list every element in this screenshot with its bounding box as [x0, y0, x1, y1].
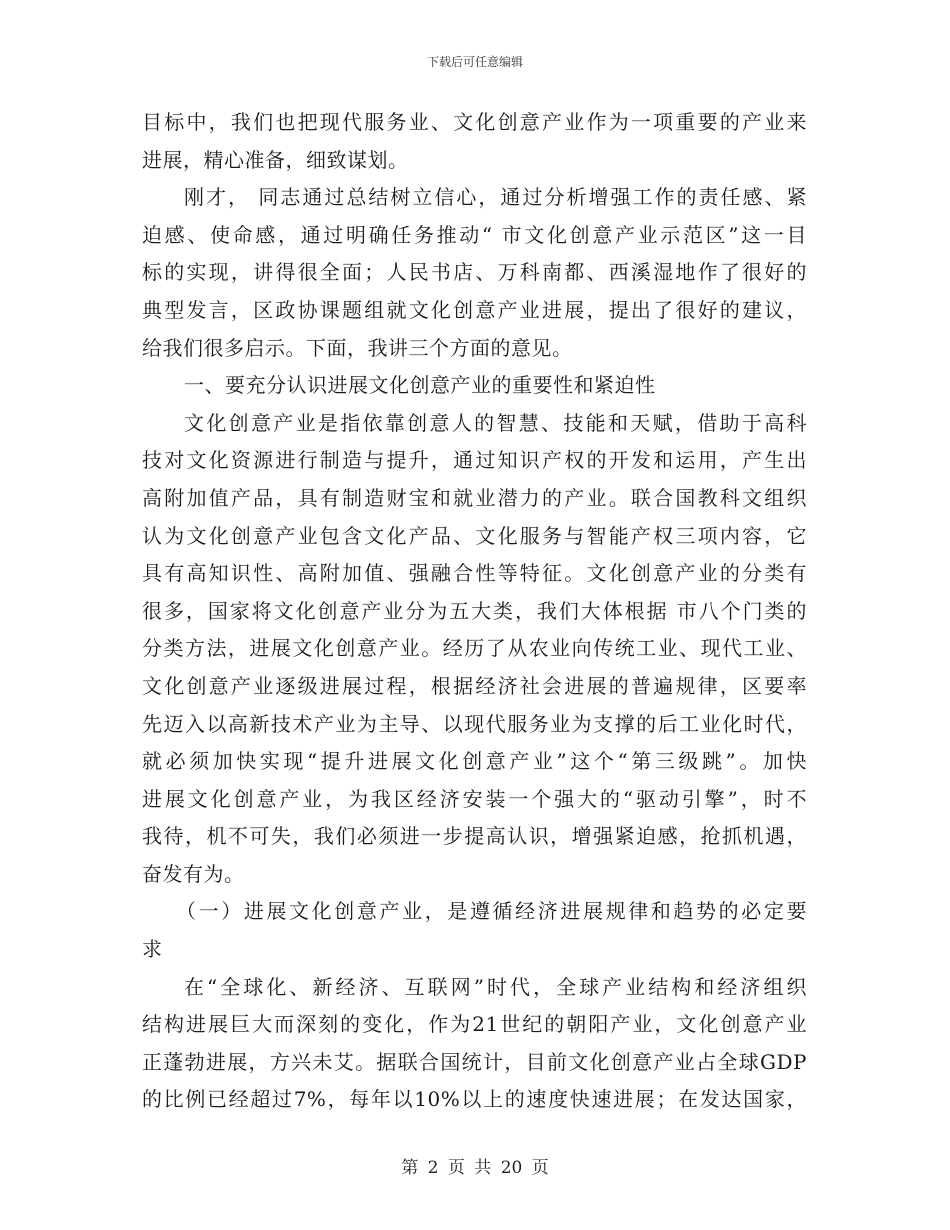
text-line: 给我们很多启示。下面，我讲三个方面的意见。 — [142, 335, 573, 360]
text-line: 具有高知识性、高附加值、强融合性等特征。文化创意产业的分类有 — [142, 561, 807, 586]
page-header: 下载后可任意编辑 — [426, 55, 523, 69]
text-line: 进展，精心准备，细致谋划。 — [142, 147, 409, 172]
page-footer: 第 2 页 共 20 页 — [401, 1158, 549, 1178]
text-line: 一、要充分认识进展文化创意产业的重要性和紧迫性 — [184, 373, 656, 398]
text-line: 我待，机不可失，我们必须进一步提高认识，增强紧迫感，抢抓机遇， — [142, 824, 807, 849]
text-line: 高附加值产品，具有制造财宝和就业潜力的产业。联合国教科文组织 — [142, 485, 807, 510]
text-line: 目标中，我们也把现代服务业、文化创意产业作为一项重要的产业来 — [142, 110, 807, 134]
text-line: 奋发有为。 — [142, 861, 245, 886]
text-line: 就必须加快实现“提升进展文化创意产业”这个“第三级跳”。加快 — [142, 749, 807, 774]
text-line: 文化创意产业逐级进展过程，根据经济社会进展的普遍规律，区要率 — [142, 673, 807, 698]
text-line: 刚才， 同志通过总结树立信心，通过分析增强工作的责任感、紧 — [184, 185, 807, 210]
text-line: 迫感、使命感，通过明确任务推动“ 市文化创意产业示范区”这一目 — [142, 222, 807, 247]
text-line: 文化创意产业是指依靠创意人的智慧、技能和天赋，借助于高科 — [184, 410, 807, 435]
body-text — [142, 104, 807, 1119]
text-line: 技对文化资源进行制造与提升，通过知识产权的开发和运用，产生出 — [142, 448, 807, 473]
text-line: 在“全球化、新经济、互联网”时代，全球产业结构和经济组织 — [184, 974, 807, 999]
text-line: （一）进展文化创意产业，是遵循经济进展规律和趋势的必定要 — [176, 899, 807, 924]
text-line: 先迈入以高新技术产业为主导、以现代服务业为支撑的后工业化时代， — [142, 711, 807, 736]
text-line: 认为文化创意产业包含文化产品、文化服务与智能产权三项内容，它 — [142, 523, 807, 548]
text-line: 的比例已经超过7%，每年以10%以上的速度快速进展；在发达国家， — [142, 1087, 807, 1112]
text-line: 求 — [142, 937, 163, 962]
text-line: 正蓬勃进展，方兴未艾。据联合国统计，目前文化创意产业占全球GDP — [142, 1049, 807, 1074]
text-line: 很多，国家将文化创意产业分为五大类，我们大体根据 市八个门类的 — [142, 598, 807, 623]
text-line: 分类方法，进展文化创意产业。经历了从农业向传统工业、现代工业、 — [142, 636, 807, 661]
text-line: 进展文化创意产业，为我区经济安装一个强大的“驱动引擎”，时不 — [142, 786, 807, 811]
text-line: 典型发言，区政协课题组就文化创意产业进展，提出了很好的建议， — [142, 297, 807, 322]
text-line: 结构进展巨大而深刻的变化，作为21世纪的朝阳产业，文化创意产业 — [142, 1012, 807, 1037]
text-line: 标的实现，讲得很全面；人民书店、万科南都、西溪湿地作了很好的 — [142, 260, 807, 285]
